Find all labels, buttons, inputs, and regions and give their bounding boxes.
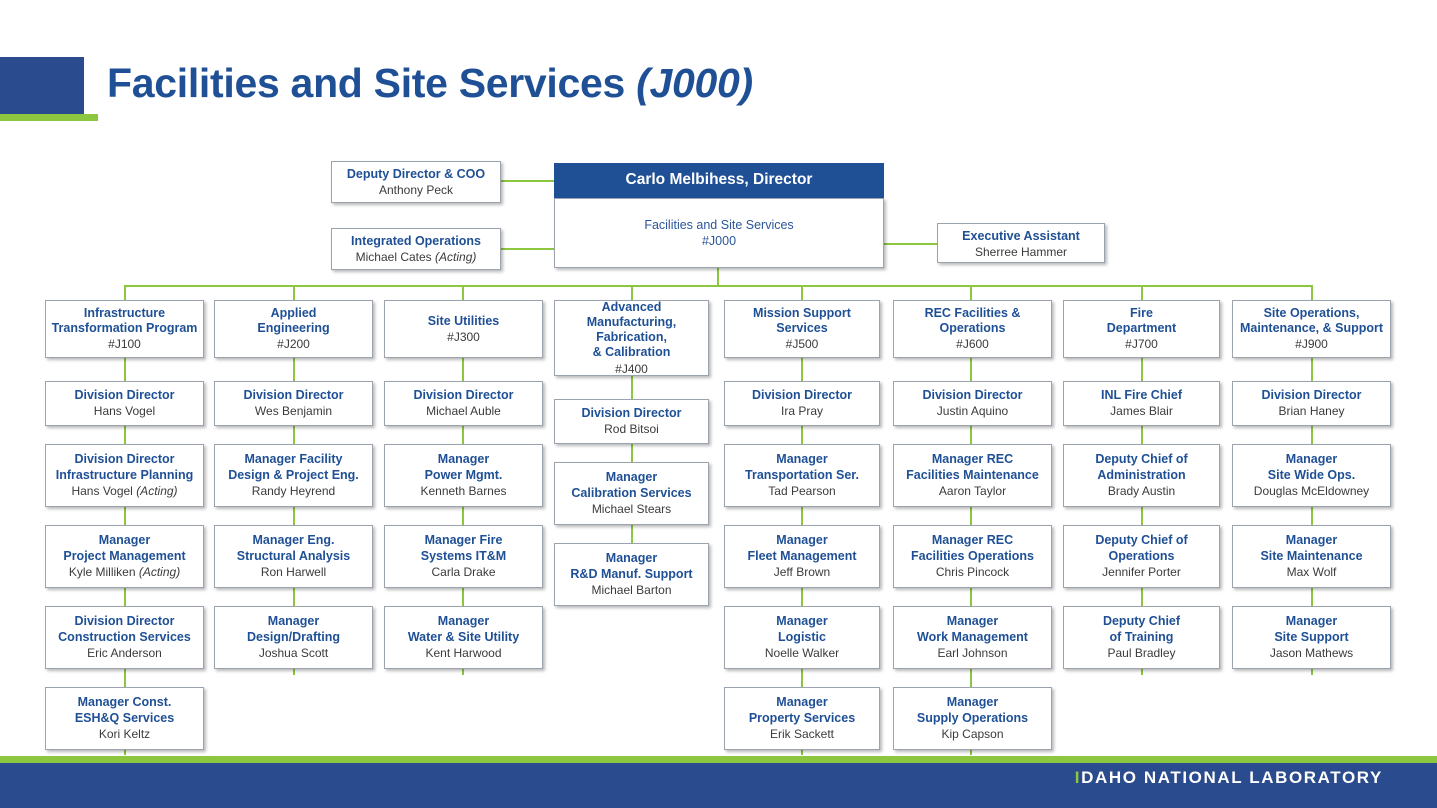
node-title-line: Division Director — [74, 614, 175, 629]
node-org-code: #J900 — [1295, 337, 1328, 352]
node-title-line: Manager REC — [931, 533, 1014, 548]
node-position[interactable] — [214, 606, 373, 669]
node-name: Ira Pray — [780, 404, 823, 419]
node-title-line: Manager Const. — [77, 695, 172, 710]
node-title-line: REC Facilities & — [924, 305, 1021, 320]
node-title-line: Manager — [776, 614, 828, 629]
node-position[interactable] — [893, 687, 1052, 750]
node-title-line: Facilities Maintenance — [906, 467, 1039, 482]
node-title-line: Manager — [776, 695, 828, 710]
node-title-line: Site Utilities — [427, 313, 500, 328]
node-org-code: #J000 — [701, 234, 737, 248]
node-name: Brian Haney — [1278, 404, 1345, 419]
node-name-qualifier: (Acting) — [136, 483, 178, 498]
page-title — [107, 60, 753, 107]
node-title-line: Manager — [1285, 614, 1338, 629]
node-org-code: #J600 — [956, 337, 989, 352]
node-org-code: #J700 — [1125, 337, 1158, 352]
node-title-line: Manager — [605, 470, 658, 485]
connector-drop-c2 — [293, 285, 295, 300]
node-title-line: Manager — [437, 614, 490, 629]
node-position[interactable] — [384, 606, 543, 669]
node-title-line: ESH&Q Services — [74, 710, 175, 725]
node-title-line: Manager Eng. — [252, 533, 335, 548]
node-title-line: Site Wide Ops. — [1267, 467, 1356, 482]
connector-exec-assistant — [882, 243, 937, 245]
node-title-line: Transportation Ser. — [745, 467, 859, 482]
node-title-line: R&D Manuf. Support — [570, 566, 693, 581]
node-title-line: Power Mgmt. — [424, 467, 503, 482]
node-position[interactable] — [554, 462, 709, 525]
node-title-line: Transformation Program — [51, 321, 198, 336]
node-director-body[interactable] — [554, 198, 884, 268]
node-name: Max Wolf — [1286, 564, 1337, 579]
node-position[interactable] — [554, 399, 709, 444]
node-division-head[interactable] — [384, 300, 543, 358]
node-title-line: Maintenance, & Support — [1239, 321, 1384, 336]
node-title-line: Administration — [1097, 467, 1186, 482]
node-title-line: Manager — [437, 452, 490, 467]
node-name: Wes Benjamin — [254, 404, 333, 419]
node-position[interactable] — [724, 606, 880, 669]
node-title-line: Infrastructure — [83, 305, 166, 320]
node-position[interactable] — [724, 687, 880, 750]
node-title-line: Division Director — [922, 388, 1023, 403]
node-title-line: Manager — [1285, 452, 1338, 467]
node-name: Paul Bradley — [1107, 645, 1176, 660]
node-title-line: Deputy Chief — [1102, 614, 1181, 629]
connector-spine — [124, 285, 1312, 287]
node-position[interactable] — [724, 525, 880, 588]
header-accent-block — [0, 57, 84, 114]
node-title-line: Site Maintenance — [1260, 548, 1363, 563]
node-position[interactable] — [214, 444, 373, 507]
node-title-line: Division Director — [1261, 388, 1362, 403]
node-name: Michael Auble — [426, 404, 501, 419]
node-name: Jennifer Porter — [1102, 564, 1181, 579]
node-org-name: Facilities and Site Services — [644, 217, 794, 232]
node-position[interactable] — [893, 525, 1052, 588]
node-org-code: #J200 — [277, 337, 310, 352]
node-name: Kent Harwood — [425, 645, 502, 660]
node-org-code: #J100 — [108, 337, 141, 352]
node-title-line: Fabrication, — [596, 330, 667, 345]
node-title-line: Site Operations, — [1263, 305, 1360, 320]
node-title-line: Manager REC — [931, 452, 1014, 467]
connector-drop-c5 — [801, 285, 803, 300]
node-division-head[interactable] — [45, 300, 204, 358]
node-position[interactable] — [214, 525, 373, 588]
connector-drop-c6 — [970, 285, 972, 300]
node-position[interactable] — [45, 381, 204, 426]
node-name: Tad Pearson — [768, 483, 836, 498]
connector-drop-c8 — [1311, 285, 1313, 300]
node-position[interactable] — [384, 444, 543, 507]
node-title-line: Manager — [946, 614, 999, 629]
node-name: James Blair — [1110, 404, 1173, 419]
header-underline — [0, 114, 98, 121]
node-title-line: Division Director — [74, 452, 175, 467]
node-position[interactable] — [893, 381, 1052, 426]
connector-deputy — [501, 180, 555, 182]
node-title-line: Services — [776, 321, 828, 336]
node-name: Kori Keltz — [98, 726, 151, 741]
node-position[interactable] — [1232, 444, 1391, 507]
node-title-line: Division Director — [74, 388, 175, 403]
node-division-head[interactable] — [1232, 300, 1391, 358]
node-name: Douglas McEldowney — [1253, 483, 1370, 498]
node-title-line: Manager Fire — [424, 533, 503, 548]
node-title-line: Design/Drafting — [246, 629, 341, 644]
node-title-line: Project Management — [63, 548, 186, 563]
node-title-line: Work Management — [917, 629, 1028, 644]
node-title: Carlo Melbihess, Director — [625, 171, 813, 189]
node-title-line: Manager — [776, 452, 828, 467]
node-name: Earl Johnson — [937, 645, 1008, 660]
node-title-line: Water & Site Utility — [407, 629, 520, 644]
node-title-line: Division Director — [751, 388, 853, 403]
node-title-line: Infrastructure Planning — [55, 467, 194, 482]
node-position[interactable] — [1063, 381, 1220, 426]
node-title-line: Systems IT&M — [420, 548, 507, 563]
node-name: Chris Pincock — [935, 564, 1010, 579]
node-title: Deputy Director & COO — [346, 167, 486, 181]
node-name: Jeff Brown — [773, 564, 831, 579]
node-title-line: Advanced Manufacturing, — [586, 299, 677, 329]
node-title-line: Structural Analysis — [236, 548, 351, 563]
node-title-line: Manager — [776, 533, 828, 548]
node-title-line: Operations — [1108, 548, 1175, 563]
node-position[interactable] — [893, 444, 1052, 507]
node-name: Hans Vogel — [93, 404, 156, 419]
node-division-head[interactable] — [554, 300, 709, 376]
node-name: Hans Vogel (Acting) — [71, 483, 178, 498]
node-title-line: & Calibration — [592, 345, 671, 360]
node-org-code: #J400 — [615, 361, 648, 376]
node-position[interactable] — [893, 606, 1052, 669]
node-position[interactable] — [45, 525, 204, 588]
node-title-line: Logistic — [778, 629, 826, 644]
node-director-header[interactable] — [554, 163, 884, 198]
node-position[interactable] — [384, 381, 543, 426]
node-title-line: Manager — [267, 614, 320, 629]
node-deputy-director[interactable] — [331, 161, 501, 203]
page-title-code: (J000) — [636, 60, 753, 106]
node-position[interactable] — [384, 525, 543, 588]
node-position[interactable] — [724, 381, 880, 426]
node-division-head[interactable] — [214, 300, 373, 358]
node-position[interactable] — [45, 444, 204, 507]
node-name: Kyle Milliken (Acting) — [68, 564, 181, 579]
node-title-line: Design & Project Eng. — [228, 467, 359, 482]
node-name: Jason Mathews — [1269, 645, 1354, 660]
node-org-code: #J500 — [785, 337, 819, 352]
node-name: Michael Barton — [591, 582, 672, 597]
node-title-line: Calibration Services — [571, 485, 692, 500]
node-title-line: Fire — [1130, 305, 1153, 320]
node-title-line: Deputy Chief of — [1095, 533, 1188, 548]
node-title-line: Division Director — [243, 388, 344, 403]
connector-integrated-ops — [501, 248, 555, 250]
node-position[interactable] — [214, 381, 373, 426]
node-name: Ron Harwell — [260, 564, 327, 579]
node-name: Eric Anderson — [87, 645, 162, 660]
node-name: Aaron Taylor — [938, 483, 1007, 498]
node-title-line: Applied — [270, 305, 317, 320]
node-position[interactable] — [1232, 525, 1391, 588]
node-title-line: Property Services — [748, 710, 856, 725]
node-title-line: Operations — [939, 321, 1006, 336]
node-division-head[interactable] — [1063, 300, 1220, 358]
node-title-line: Manager Facility — [244, 452, 343, 467]
node-position[interactable] — [1232, 606, 1391, 669]
node-division-head[interactable] — [893, 300, 1052, 358]
node-title-line: Mission Support — [753, 305, 851, 320]
node-executive-assistant[interactable] — [937, 223, 1105, 263]
node-name: Anthony Peck — [378, 183, 454, 198]
node-position[interactable] — [554, 543, 709, 606]
node-name: Joshua Scott — [258, 645, 329, 660]
footer-brand: IDAHO NATIONAL LABORATORY — [1074, 768, 1383, 787]
node-title-line: Division Director — [413, 388, 514, 403]
node-title-line: Construction Services — [58, 629, 191, 644]
node-title-line: Fleet Management — [747, 548, 857, 563]
node-title-line: Supply Operations — [916, 710, 1029, 725]
node-position[interactable] — [45, 606, 204, 669]
node-title-line: Deputy Chief of — [1095, 452, 1188, 467]
node-org-code: #J300 — [447, 329, 480, 344]
connector-drop-c7 — [1141, 285, 1143, 300]
node-name: Kip Capson — [941, 726, 1004, 741]
node-name: Carla Drake — [431, 564, 496, 579]
node-title-line: INL Fire Chief — [1100, 388, 1183, 403]
node-position[interactable] — [724, 444, 880, 507]
node-name: Randy Heyrend — [251, 483, 336, 498]
node-name: Michael Stears — [591, 501, 672, 516]
node-name: Rod Bitsoi — [604, 422, 659, 437]
node-title-line: Division Director — [581, 406, 682, 421]
node-title-line: Department — [1106, 321, 1177, 336]
node-name-qualifier: (Acting) — [138, 564, 181, 579]
node-name: Noelle Walker — [764, 645, 840, 660]
footer-green-bar — [0, 756, 1437, 763]
node-integrated-operations[interactable] — [331, 228, 501, 270]
node-title-line: Engineering — [257, 321, 330, 336]
node-position[interactable] — [1063, 444, 1220, 507]
node-title: Integrated Operations — [351, 234, 481, 248]
node-name: Michael Cates (Acting) — [355, 250, 477, 265]
connector-drop-c4 — [631, 285, 633, 300]
node-title-line: Manager — [946, 695, 999, 710]
node-title-line: of Training — [1109, 629, 1174, 644]
node-name: Brady Austin — [1107, 483, 1176, 498]
connector-drop-c3 — [462, 285, 464, 300]
node-title: Executive Assistant — [962, 229, 1080, 243]
node-position[interactable] — [1063, 606, 1220, 669]
node-division-head[interactable] — [724, 300, 880, 358]
node-title-line: Manager — [605, 551, 658, 566]
connector-director-down — [717, 268, 719, 286]
node-title-line: Manager — [1285, 533, 1338, 548]
node-title-line: Facilities Operations — [911, 548, 1034, 563]
node-title-line: Manager — [98, 533, 151, 548]
node-title-line: Site Support — [1274, 629, 1349, 644]
node-name: Justin Aquino — [936, 404, 1009, 419]
node-name: Sherree Hammer — [974, 245, 1068, 260]
node-position[interactable] — [1232, 381, 1391, 426]
node-position[interactable] — [1063, 525, 1220, 588]
connector-drop-c1 — [124, 285, 126, 300]
node-name: Kenneth Barnes — [420, 483, 507, 498]
page-title-main: Facilities and Site Services — [107, 60, 637, 106]
node-name: Erik Sackett — [769, 726, 835, 741]
node-position[interactable] — [45, 687, 204, 750]
